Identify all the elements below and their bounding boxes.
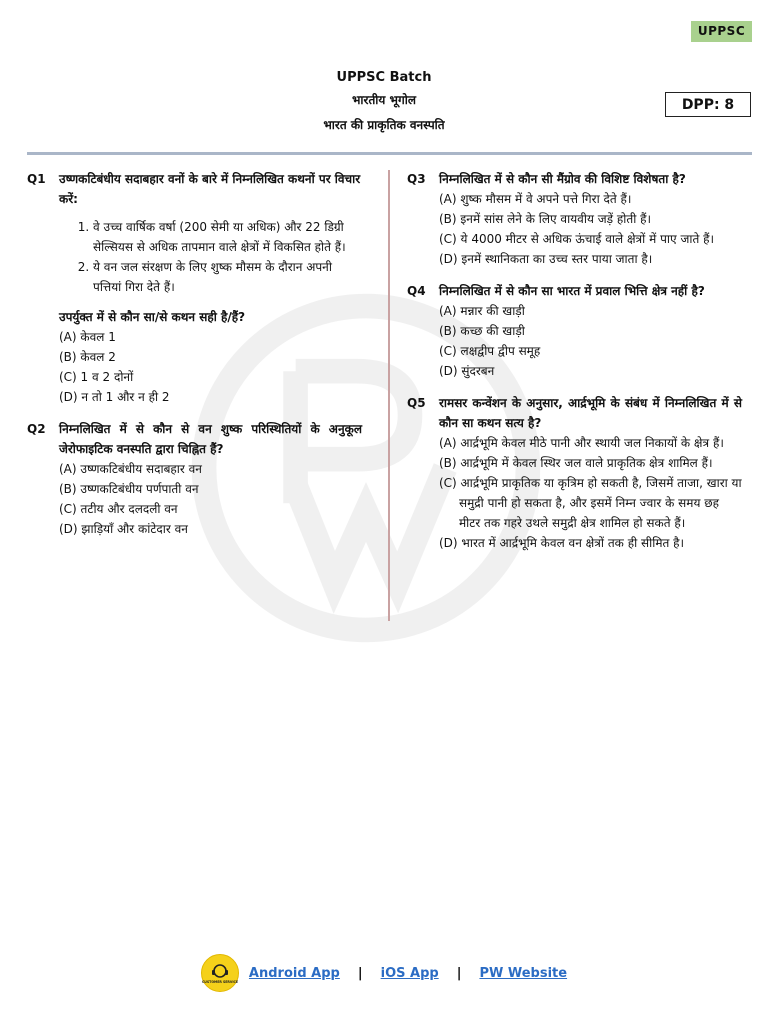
question-5 bbox=[407, 393, 742, 553]
statement-list bbox=[59, 217, 362, 297]
question-number: Q1 bbox=[27, 172, 46, 186]
question-text: निम्नलिखित में से कौन से वन शुष्क परिस्थितियों के अनुकूल जेरोफाइटिक वनस्पति द्वारा चिह्नित हैं? bbox=[59, 422, 362, 456]
question-number: Q3 bbox=[407, 172, 426, 186]
question-text: निम्नलिखित में से कौन सा भारत में प्रवाल भित्ति क्षेत्र नहीं है? bbox=[439, 284, 705, 298]
question-number: Q2 bbox=[27, 422, 46, 436]
android-app-link[interactable]: Android App bbox=[248, 965, 340, 981]
option-c: (C) तटीय और दलदली वन bbox=[59, 502, 178, 516]
right-column bbox=[407, 169, 742, 565]
option-d: (D) इनमें स्थानिकता का उच्च स्तर पाया जाता है। bbox=[439, 252, 653, 266]
document-header bbox=[0, 68, 768, 138]
option-a: (A) आर्द्रभूमि केवल मीठे पानी और स्थायी जल निकायों के क्षेत्र हैं। bbox=[439, 436, 724, 450]
option-c: (C) लक्षद्वीप द्वीप समूह bbox=[439, 344, 541, 358]
batch-title: UPPSC Batch bbox=[336, 70, 432, 85]
statement-item: 1. वे उच्च वार्षिक वर्षा (200 सेमी या अधिक) और 22 डिग्री सेल्सियस से अधिक तापमान वाले क्षेत्रों में विकसित होते हैं। bbox=[93, 217, 362, 257]
option-a: (A) शुष्क मौसम में वे अपने पत्ते गिरा देते हैं। bbox=[439, 192, 632, 206]
option-a: (A) उष्णकटिबंधीय सदाबहार वन bbox=[59, 462, 202, 476]
ios-app-link[interactable]: iOS App bbox=[380, 965, 439, 981]
topic-title: भारत की प्राकृतिक वनस्पति bbox=[323, 118, 445, 132]
option-c: (C) आर्द्रभूमि प्राकृतिक या कृत्रिम हो सकती है, जिसमें ताजा, खारा या समुद्री पानी हो सकता है, और इसमें निम्न ज्वार के समय छह मीटर तक गहरे उथले समुद्री क्षेत्र शामिल हो सकते हैं। bbox=[439, 476, 742, 530]
subject-title: भारतीय भूगोल bbox=[352, 93, 416, 107]
pw-website-link[interactable]: PW Website bbox=[479, 965, 568, 981]
question-number: Q4 bbox=[407, 284, 426, 298]
option-d: (D) झाड़ियाँ और कांटेदार वन bbox=[59, 522, 188, 536]
question-text: रामसर कन्वेंशन के अनुसार, आर्द्रभूमि के संबंध में निम्नलिखित में से कौन सा कथन सत्य है? bbox=[439, 396, 742, 430]
left-column bbox=[27, 169, 362, 551]
question-text: उष्णकटिबंधीय सदाबहार वनों के बारे में निम्नलिखित कथनों पर विचार करें: bbox=[59, 172, 361, 206]
option-d: (D) भारत में आर्द्रभूमि केवल वन क्षेत्रों तक ही सीमित है। bbox=[439, 536, 685, 550]
question-2 bbox=[27, 419, 362, 539]
column-divider bbox=[388, 170, 390, 621]
question-4 bbox=[407, 281, 742, 381]
option-a: (A) मन्नार की खाड़ी bbox=[439, 304, 525, 318]
header-rule bbox=[27, 152, 752, 155]
option-d: (D) सुंदरबन bbox=[439, 364, 495, 378]
footer-links bbox=[0, 954, 768, 992]
option-b: (B) इनमें सांस लेने के लिए वायवीय जड़ें होती हैं। bbox=[439, 212, 652, 226]
question-prompt: उपर्युक्त में से कौन सा/से कथन सही है/हैं? bbox=[59, 310, 246, 324]
dpp-number-box: DPP: 8 bbox=[665, 92, 751, 117]
link-separator: | bbox=[357, 965, 363, 981]
question-text: निम्नलिखित में से कौन सी मैंग्रोव की विशिष्ट विशेषता है? bbox=[439, 172, 686, 186]
link-separator: | bbox=[456, 965, 462, 981]
option-b: (B) कच्छ की खाड़ी bbox=[439, 324, 525, 338]
question-1 bbox=[27, 169, 362, 407]
exam-tag: UPPSC bbox=[691, 21, 752, 42]
option-a: (A) केवल 1 bbox=[59, 330, 116, 344]
logo-text: CUSTOMER SERVICE bbox=[201, 980, 238, 984]
option-b: (B) केवल 2 bbox=[59, 350, 116, 364]
statement-item: 2. ये वन जल संरक्षण के लिए शुष्क मौसम के दौरान अपनी पत्तियां गिरा देते हैं। bbox=[93, 257, 362, 297]
option-b: (B) उष्णकटिबंधीय पर्णपाती वन bbox=[59, 482, 199, 496]
question-3 bbox=[407, 169, 742, 269]
option-d: (D) न तो 1 और न ही 2 bbox=[59, 390, 170, 404]
customer-service-headset-icon[interactable] bbox=[201, 954, 239, 992]
option-b: (B) आर्द्रभूमि में केवल स्थिर जल वाले प्राकृतिक क्षेत्र शामिल हैं। bbox=[439, 456, 713, 470]
option-c: (C) ये 4000 मीटर से अधिक ऊंचाई वाले क्षेत्रों में पाए जाते हैं। bbox=[439, 232, 715, 246]
option-c: (C) 1 व 2 दोनों bbox=[59, 370, 134, 384]
question-number: Q5 bbox=[407, 396, 426, 410]
